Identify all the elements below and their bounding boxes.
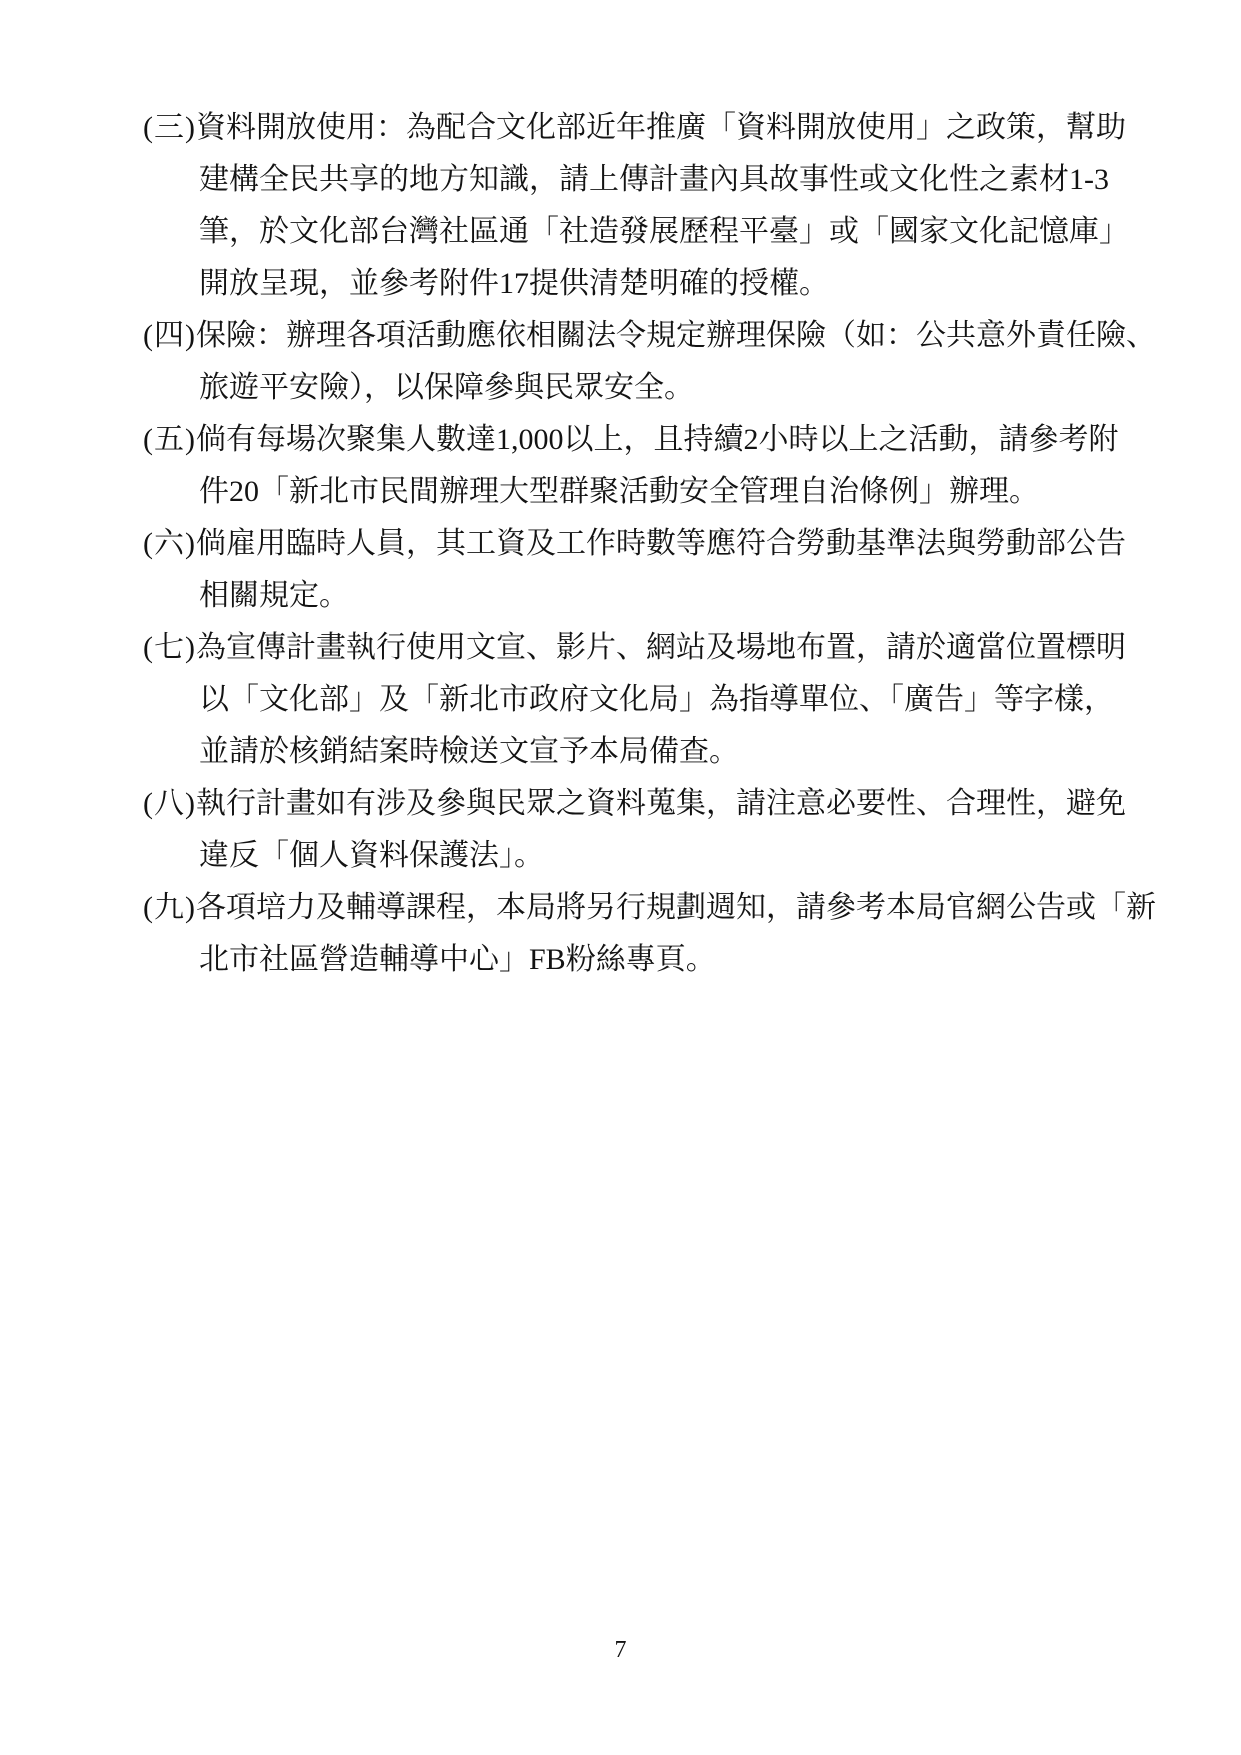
page-number: 7 xyxy=(614,1637,627,1663)
item-4-text-line: 旅遊平安險），以保障參與民眾安全。 xyxy=(199,371,694,404)
item-5-text-line: 件20「新北市民間辦理大型群聚活動安全管理自治條例」辦理。 xyxy=(199,475,1039,508)
item-3-text-line: 開放呈現，並參考附件17提供清楚明確的授權。 xyxy=(199,267,829,300)
list-item-5 xyxy=(143,414,1191,466)
list-item-7 xyxy=(143,622,1191,674)
item-7-label: (七) xyxy=(143,631,196,664)
list-item-8 xyxy=(143,778,1191,830)
item-7-text-line: 以「文化部」及「新北市政府文化局」為指導單位、「廣告」等字樣， xyxy=(199,683,1114,716)
item-7-text: 為宣傳計畫執行使用文宣、影片、網站及場地布置，請於適當位置標明 xyxy=(195,631,1126,664)
list-item-6 xyxy=(143,518,1191,570)
item-3-text: 資料開放使用：為配合文化部近年推廣「資料開放使用」之政策，幫助 xyxy=(195,111,1126,144)
item-8-text-line: 違反「個人資料保護法」。 xyxy=(199,839,544,872)
item-7-text-line: 並請於核銷結案時檢送文宣予本局備查。 xyxy=(199,735,739,768)
item-8-text: 執行計畫如有涉及參與民眾之資料蒐集，請注意必要性、合理性，避免 xyxy=(195,787,1126,820)
item-9-label: (九) xyxy=(143,891,196,924)
item-4-text: 保險：辦理各項活動應依相關法令規定辦理保險（如：公共意外責任險、 xyxy=(195,319,1156,352)
list-item-4 xyxy=(143,310,1191,362)
item-6-label: (六) xyxy=(143,527,196,560)
item-8-label: (八) xyxy=(143,787,196,820)
item-3-text-line: 建構全民共享的地方知識，請上傳計畫內具故事性或文化性之素材1-3 xyxy=(199,163,1109,196)
item-5-text: 倘有每場次聚集人數達1,000以上，且持續2小時以上之活動，請參考附 xyxy=(195,423,1119,456)
list-item-9 xyxy=(143,882,1191,934)
item-3-text-line: 筆，於文化部台灣社區通「社造發展歷程平臺」或「國家文化記憶庫」 xyxy=(199,215,1129,248)
item-3-label: (三) xyxy=(143,111,196,144)
item-4-label: (四) xyxy=(143,319,196,352)
item-6-text: 倘雇用臨時人員，其工資及工作時數等應符合勞動基準法與勞動部公告 xyxy=(195,527,1126,560)
item-6-text-line: 相關規定。 xyxy=(199,579,349,612)
list-item-3 xyxy=(143,102,1191,154)
item-9-text: 各項培力及輔導課程，本局將另行規劃週知，請參考本局官網公告或「新 xyxy=(195,891,1156,924)
item-5-label: (五) xyxy=(143,423,196,456)
document-body xyxy=(143,102,1191,986)
item-9-text-line: 北市社區營造輔導中心」FB粉絲專頁。 xyxy=(199,943,716,976)
